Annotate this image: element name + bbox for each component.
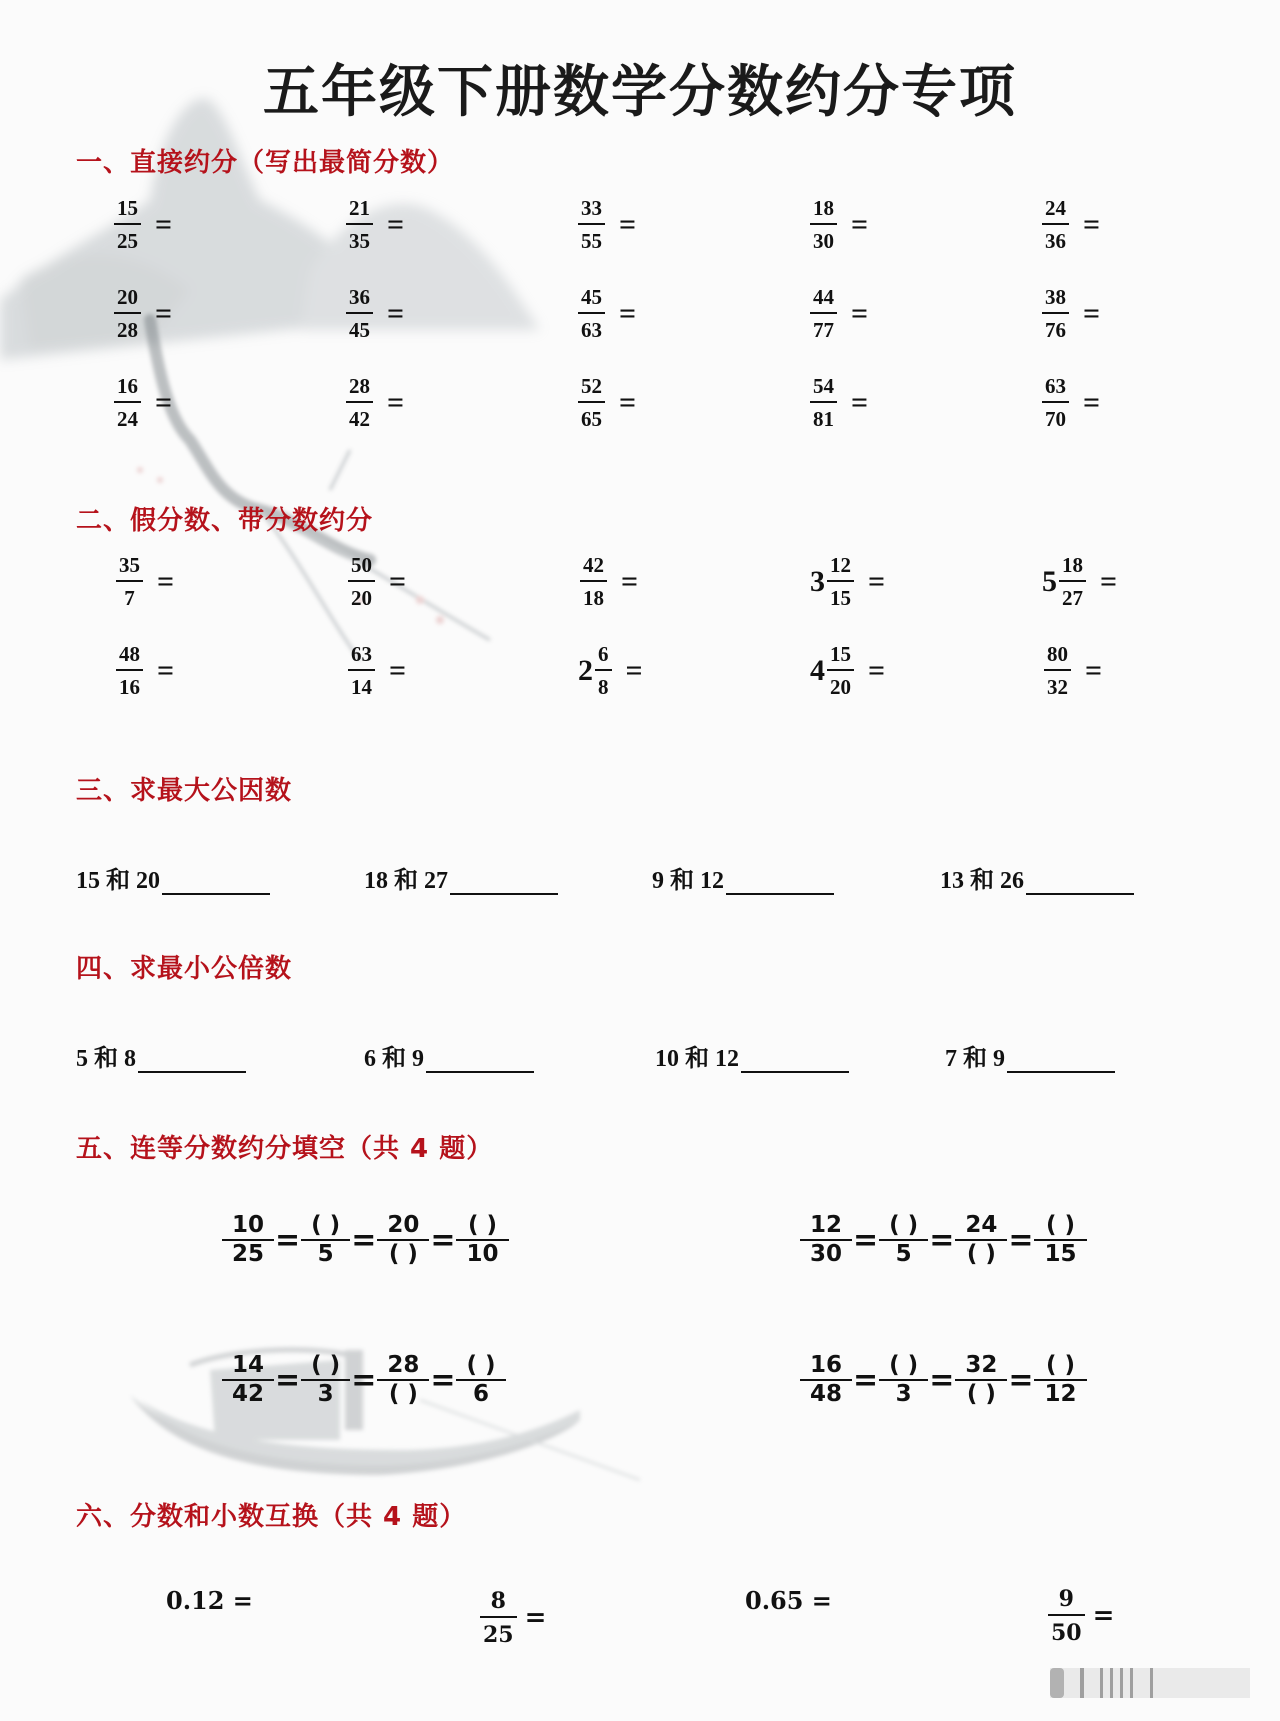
lcm-item: 5 和 8 xyxy=(76,1038,246,1073)
fill-blank[interactable]: ( ) xyxy=(388,1241,418,1267)
reduce-item xyxy=(578,555,638,609)
fraction xyxy=(827,644,854,698)
equals-sign: = xyxy=(155,297,173,330)
fraction xyxy=(114,287,141,341)
reduce-item xyxy=(810,198,868,252)
fraction: $\frac{8}{25}$ xyxy=(480,1590,517,1646)
fraction xyxy=(348,644,375,698)
fraction xyxy=(879,1352,928,1408)
numerator: 15 xyxy=(830,642,851,666)
numerator: 10 xyxy=(232,1212,265,1238)
denominator: 30 xyxy=(810,1241,843,1267)
numerator: 52 xyxy=(581,374,602,398)
fraction xyxy=(1034,1352,1086,1408)
fraction xyxy=(578,198,605,252)
numerator: 32 xyxy=(965,1352,998,1378)
equal-fraction-chain xyxy=(222,1352,506,1408)
denominator: 32 xyxy=(1047,675,1068,699)
numerator: 28 xyxy=(387,1352,420,1378)
fill-blank[interactable]: ( ) xyxy=(388,1381,418,1407)
equals-sign: = xyxy=(387,386,405,419)
denominator: 36 xyxy=(1045,229,1066,253)
lcm-item: 7 和 9 xyxy=(945,1038,1115,1073)
denominator: 30 xyxy=(813,229,834,253)
denominator: 42 xyxy=(232,1381,265,1407)
denominator: 35 xyxy=(349,229,370,253)
fraction xyxy=(346,287,373,341)
denominator: 48 xyxy=(810,1381,843,1407)
denominator: 3 xyxy=(895,1381,912,1407)
fraction-to-decimal-item: $\frac{9}{50}$ = xyxy=(1048,1588,1114,1644)
numerator: 33 xyxy=(581,196,602,220)
reduce-item xyxy=(810,287,868,341)
numerator: 63 xyxy=(1045,374,1066,398)
denominator: 70 xyxy=(1045,407,1066,431)
equals-sign: = xyxy=(868,565,886,598)
denominator: 12 xyxy=(1044,1381,1077,1407)
denominator: 20 xyxy=(351,586,372,610)
fraction xyxy=(114,198,141,252)
reduce-item xyxy=(114,287,172,341)
fraction xyxy=(116,644,143,698)
watermark-bar xyxy=(1050,1668,1250,1698)
fraction xyxy=(810,376,837,430)
denominator: 8 xyxy=(598,675,609,699)
fill-blank[interactable]: ( ) xyxy=(311,1352,341,1378)
answer-blank[interactable] xyxy=(741,1051,849,1073)
fraction xyxy=(456,1212,508,1268)
fill-blank[interactable]: ( ) xyxy=(1045,1212,1075,1238)
numerator: 80 xyxy=(1047,642,1068,666)
denominator: 16 xyxy=(119,675,140,699)
equals-sign: = xyxy=(387,297,405,330)
numerator: 14 xyxy=(232,1352,265,1378)
fraction xyxy=(301,1212,350,1268)
fill-blank[interactable]: ( ) xyxy=(889,1352,919,1378)
reduce-item xyxy=(1042,644,1102,698)
fraction xyxy=(955,1352,1007,1408)
fraction xyxy=(456,1352,505,1408)
denominator: 77 xyxy=(813,318,834,342)
equals-sign: = xyxy=(351,1222,377,1258)
denominator: 15 xyxy=(1044,1241,1077,1267)
mountain-icon xyxy=(0,98,540,360)
equals-sign: = xyxy=(1008,1362,1034,1398)
denominator: 5 xyxy=(895,1241,912,1267)
numerator: 28 xyxy=(349,374,370,398)
denominator: 14 xyxy=(351,675,372,699)
fraction xyxy=(346,376,373,430)
whole-number: 2 xyxy=(578,654,593,687)
numerator: 42 xyxy=(583,553,604,577)
equals-sign: = xyxy=(387,208,405,241)
denominator: 10 xyxy=(466,1241,499,1267)
answer-blank[interactable] xyxy=(162,873,270,895)
numerator: 35 xyxy=(119,553,140,577)
numerator: 20 xyxy=(117,285,138,309)
plum-branch-icon xyxy=(137,320,490,660)
fraction xyxy=(595,644,612,698)
equal-fraction-chain xyxy=(222,1212,509,1268)
denominator: 25 xyxy=(232,1241,265,1267)
fraction xyxy=(348,555,375,609)
fill-blank[interactable]: ( ) xyxy=(1045,1352,1075,1378)
equals-sign: = xyxy=(619,386,637,419)
equals-sign: = xyxy=(157,565,175,598)
equals-sign: = xyxy=(155,386,173,419)
fraction xyxy=(377,1212,429,1268)
fill-blank[interactable]: ( ) xyxy=(466,1352,496,1378)
denominator: 63 xyxy=(581,318,602,342)
whole-number: 4 xyxy=(810,654,825,687)
numerator: 20 xyxy=(387,1212,420,1238)
numerator: 21 xyxy=(349,196,370,220)
equals-sign: = xyxy=(157,654,175,687)
fraction xyxy=(827,555,854,609)
fraction xyxy=(114,376,141,430)
answer-blank[interactable] xyxy=(1026,873,1134,895)
lcm-item: 6 和 9 xyxy=(364,1038,534,1073)
denominator: 55 xyxy=(581,229,602,253)
reduce-item xyxy=(1042,287,1100,341)
equals-sign: = xyxy=(1083,297,1101,330)
decimal-to-fraction-item: 0.12 = xyxy=(166,1586,253,1615)
fraction xyxy=(1042,376,1069,430)
fraction xyxy=(810,287,837,341)
denominator: 3 xyxy=(317,1381,334,1407)
equals-sign: = xyxy=(619,208,637,241)
equals-sign: = xyxy=(155,208,173,241)
equals-sign: = xyxy=(853,1222,879,1258)
section-1-heading: 一、直接约分（写出最简分数） xyxy=(76,148,455,178)
numerator: 15 xyxy=(117,196,138,220)
fraction xyxy=(810,198,837,252)
denominator: 5 xyxy=(317,1241,334,1267)
reduce-item xyxy=(1042,198,1100,252)
reduce-item xyxy=(114,555,174,609)
equals-sign: = xyxy=(929,1362,955,1398)
whole-number: 5 xyxy=(1042,565,1057,598)
fraction xyxy=(222,1212,274,1268)
denominator: 42 xyxy=(349,407,370,431)
numerator: 16 xyxy=(810,1352,843,1378)
numerator: 24 xyxy=(965,1212,998,1238)
reduce-item xyxy=(346,376,404,430)
denominator: 27 xyxy=(1062,586,1083,610)
numerator: 54 xyxy=(813,374,834,398)
numerator: 12 xyxy=(830,553,851,577)
reduce-item xyxy=(346,198,404,252)
denominator: 18 xyxy=(583,586,604,610)
equals-sign: = xyxy=(430,1362,456,1398)
equals-sign: = xyxy=(1083,208,1101,241)
equals-sign: = xyxy=(851,386,869,419)
equals-sign: = xyxy=(389,565,407,598)
equals-sign: = xyxy=(851,297,869,330)
denominator: 24 xyxy=(117,407,138,431)
fill-blank[interactable]: ( ) xyxy=(889,1212,919,1238)
denominator: 20 xyxy=(830,675,851,699)
fraction xyxy=(578,287,605,341)
numerator: 44 xyxy=(813,285,834,309)
fraction xyxy=(800,1212,852,1268)
fraction xyxy=(879,1212,928,1268)
reduce-item xyxy=(346,555,406,609)
gcd-item: 9 和 12 xyxy=(652,860,834,895)
equals-sign: = xyxy=(853,1362,879,1398)
fraction xyxy=(222,1352,274,1408)
reduce-item xyxy=(578,198,636,252)
equals-sign: = xyxy=(1100,565,1118,598)
equal-fraction-chain xyxy=(800,1352,1087,1408)
numerator: 50 xyxy=(351,553,372,577)
fraction xyxy=(377,1352,429,1408)
denominator: 76 xyxy=(1045,318,1066,342)
denominator: 25 xyxy=(117,229,138,253)
whole-number: 3 xyxy=(810,565,825,598)
reduce-item xyxy=(1042,376,1100,430)
gcd-item: 15 和 20 xyxy=(76,860,270,895)
reduce-item xyxy=(114,376,172,430)
fraction: $\frac{9}{50}$ xyxy=(1048,1588,1085,1644)
reduce-item xyxy=(810,376,868,430)
fraction-to-decimal-item: $\frac{8}{25}$ = xyxy=(480,1590,546,1646)
numerator: 48 xyxy=(119,642,140,666)
gcd-item: 18 和 27 xyxy=(364,860,558,895)
fraction xyxy=(346,198,373,252)
equals-sign: = xyxy=(621,565,639,598)
fraction xyxy=(955,1212,1007,1268)
numerator: 18 xyxy=(1062,553,1083,577)
numerator: 16 xyxy=(117,374,138,398)
equals-sign: = xyxy=(1083,386,1101,419)
denominator: 6 xyxy=(472,1381,489,1407)
gcd-item: 13 和 26 xyxy=(940,860,1134,895)
section-2-heading: 二、假分数、带分数约分 xyxy=(76,506,374,536)
fraction xyxy=(301,1352,350,1408)
answer-blank[interactable] xyxy=(450,873,558,895)
fraction xyxy=(1042,198,1069,252)
equals-sign: = xyxy=(1008,1222,1034,1258)
fill-blank[interactable]: ( ) xyxy=(467,1212,497,1238)
numerator: 24 xyxy=(1045,196,1066,220)
answer-blank[interactable] xyxy=(138,1051,246,1073)
numerator: 45 xyxy=(581,285,602,309)
numerator: 63 xyxy=(351,642,372,666)
equals-sign: = xyxy=(851,208,869,241)
equal-fraction-chain xyxy=(800,1212,1087,1268)
numerator: 6 xyxy=(598,642,609,666)
denominator: 28 xyxy=(117,318,138,342)
denominator: 65 xyxy=(581,407,602,431)
reduce-item xyxy=(1042,555,1117,609)
page-title: 五年级下册数学分数约分专项 xyxy=(263,60,1017,125)
equals-sign: = xyxy=(619,297,637,330)
fraction xyxy=(1042,287,1069,341)
equals-sign: = xyxy=(430,1222,456,1258)
lcm-item: 10 和 12 xyxy=(655,1038,849,1073)
section-5-heading: 五、连等分数约分填空（共 4 题） xyxy=(76,1134,494,1164)
equals-sign: = xyxy=(929,1222,955,1258)
fill-blank[interactable]: ( ) xyxy=(966,1241,996,1267)
reduce-item xyxy=(346,287,404,341)
denominator: 81 xyxy=(813,407,834,431)
equals-sign: = xyxy=(625,654,643,687)
numerator: 18 xyxy=(813,196,834,220)
decimal-to-fraction-item: 0.65 = xyxy=(745,1586,832,1615)
answer-blank[interactable] xyxy=(426,1051,534,1073)
reduce-item xyxy=(810,644,885,698)
numerator: 36 xyxy=(349,285,370,309)
fraction xyxy=(578,376,605,430)
equals-sign: = xyxy=(868,654,886,687)
section-4-heading: 四、求最小公倍数 xyxy=(76,954,293,984)
equals-sign: = xyxy=(275,1362,301,1398)
denominator: 45 xyxy=(349,318,370,342)
answer-blank[interactable] xyxy=(726,873,834,895)
equals-sign: = xyxy=(1085,654,1103,687)
reduce-item xyxy=(346,644,406,698)
fraction xyxy=(116,555,143,609)
reduce-item xyxy=(578,644,643,698)
reduce-item xyxy=(578,287,636,341)
fraction xyxy=(1034,1212,1086,1268)
answer-blank[interactable] xyxy=(1007,1051,1115,1073)
fraction xyxy=(580,555,607,609)
equals-sign: = xyxy=(275,1222,301,1258)
equals-sign: = xyxy=(389,654,407,687)
fraction xyxy=(1059,555,1086,609)
fill-blank[interactable]: ( ) xyxy=(966,1381,996,1407)
fill-blank[interactable]: ( ) xyxy=(311,1212,341,1238)
reduce-item xyxy=(578,376,636,430)
reduce-item xyxy=(114,644,174,698)
fraction xyxy=(800,1352,852,1408)
numerator: 12 xyxy=(810,1212,843,1238)
denominator: 7 xyxy=(124,586,135,610)
fraction xyxy=(1044,644,1071,698)
reduce-item xyxy=(114,198,172,252)
denominator: 15 xyxy=(830,586,851,610)
equals-sign: = xyxy=(351,1362,377,1398)
section-3-heading: 三、求最大公因数 xyxy=(76,776,293,806)
numerator: 38 xyxy=(1045,285,1066,309)
section-6-heading: 六、分数和小数互换（共 4 题） xyxy=(76,1502,467,1532)
reduce-item xyxy=(810,555,885,609)
